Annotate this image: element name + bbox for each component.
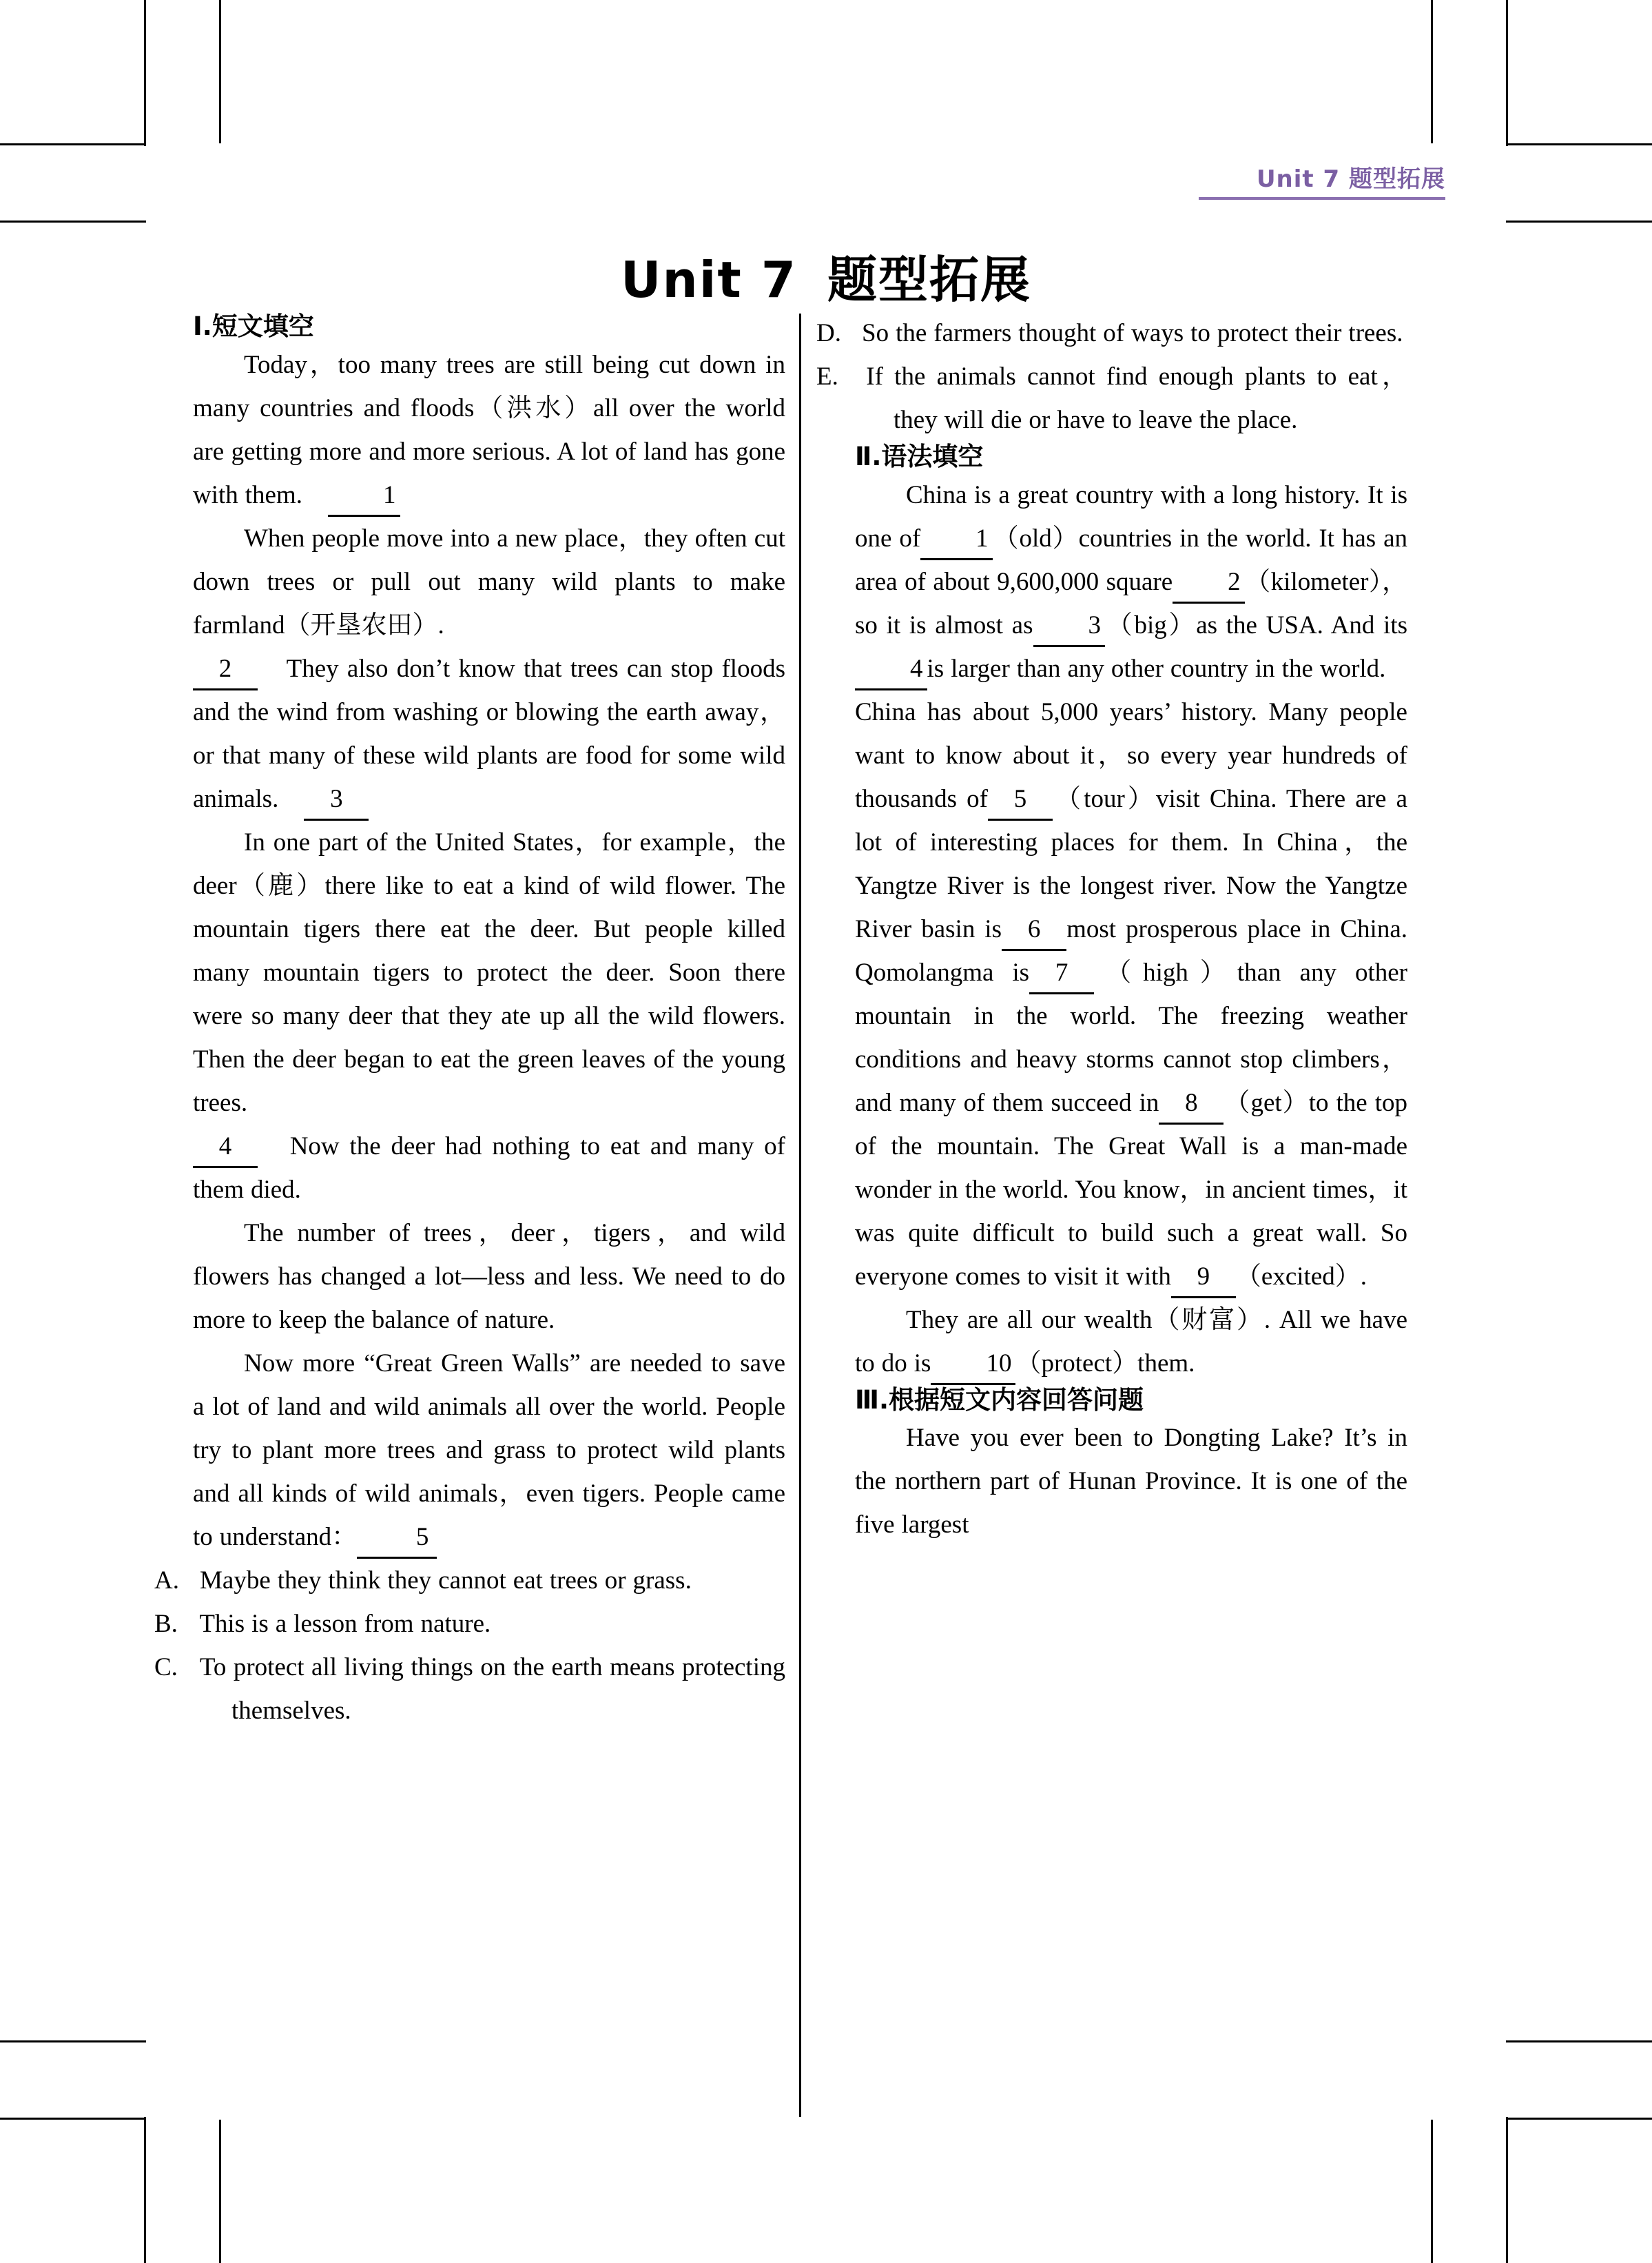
paragraph-1 xyxy=(193,343,785,517)
paragraph-6 xyxy=(193,1211,785,1342)
section-heading-3: Ⅲ.根据短文内容回答问题 xyxy=(855,1384,1144,1415)
grammar-run-text-2: （old）countries in the world. It has an area of about 9,600,000 square xyxy=(855,524,1408,596)
grammar2-run-text-6: （excited）. xyxy=(1235,1262,1367,1291)
blank-g10: 10 xyxy=(931,1344,1015,1385)
crop-mark-top-left xyxy=(0,0,172,234)
paragraph-6-text: The number of trees，deer，tigers，and wild flowers has changed a lot—less and less. We need to do more to keep the balance of nature. xyxy=(193,1218,785,1334)
paragraph-2-text: When people move into a new place，they often cut down trees or pull out many wild plants to make farmland（开垦农田）. xyxy=(193,524,785,639)
paragraph-2 xyxy=(193,517,785,647)
option-e-text: If the animals cannot find enough plants to eat，they will die or have to leave the place. xyxy=(866,362,1407,434)
blank-1: 1 xyxy=(328,476,400,517)
grammar3-run-text-2: （protect）them. xyxy=(1015,1349,1195,1378)
blank-g6: 6 xyxy=(1002,910,1066,951)
grammar-run-text-1: China is a great country with a long history. It is one of xyxy=(855,480,1407,553)
option-b-text: This is a lesson from nature. xyxy=(199,1609,491,1638)
column-right xyxy=(801,311,1407,2117)
option-c-text: To protect all living things on the earth means protecting themselves. xyxy=(199,1652,785,1725)
page-title-unit: Unit 7 xyxy=(621,251,797,309)
option-e: E. If the animals cannot find enough plants to eat，they will die or have to leave the place. xyxy=(816,362,1407,434)
paragraph-4-text: In one part of the United States，for example，the deer（鹿）there like to eat a kind of wild flower. The mountain tigers there eat the deer. But people killed many mountain tigers to protect the deer. Soon there were so many deer that they ate up all the wild flowers. Then the deer began to eat the green leaves of the young trees. xyxy=(193,828,785,1117)
grammar2-run-text-1: China has about 5,000 years’ history. Many people want to know about it，so every year hundreds of thousands of xyxy=(855,697,1407,813)
reading-paragraph-1: Have you ever been to Dongting Lake? It’s in the northern part of Hunan Province. It is one of the five largest xyxy=(855,1424,1407,1539)
blank-g4: 4 xyxy=(855,650,927,690)
grammar-paragraph-1 xyxy=(855,473,1407,690)
grammar2-run-text-3: most prosperous place in China. Qomolangma is xyxy=(855,914,1407,987)
crop-mark-bottom-left xyxy=(0,2029,172,2263)
paragraph-7 xyxy=(193,1342,785,1559)
grammar-run-text-5: is larger than any other country in the world. xyxy=(927,654,1386,683)
grammar-paragraph-3 xyxy=(855,1298,1407,1385)
paragraph-7-text: Now more “Great Green Walls” are needed to save a lot of land and wild animals all over the world. People try to plant more trees and grass to protect wild plants and all kinds of wild animals，even tigers. People came to understand： xyxy=(193,1349,785,1551)
grammar2-run-text-4: （high）than any other mountain in the world. The freezing weather conditions and heavy storms cannot stop climbers，and many of them succeed in xyxy=(855,958,1407,1117)
option-b: B. This is a lesson from nature. xyxy=(154,1609,491,1638)
blank-4: 4 xyxy=(193,1127,258,1168)
running-header-text: Unit 7 题型拓展 xyxy=(1256,165,1445,193)
blank-g8: 8 xyxy=(1159,1084,1223,1125)
grammar2-run-text-2: （tour）visit China. There are a lot of interesting places for them. In China，the Yangtze River is the longest river. Now the Yangtze River basin is xyxy=(855,784,1407,943)
option-d: D. So the farmers thought of ways to protect their trees. xyxy=(816,319,1403,347)
blank-g3: 3 xyxy=(1033,606,1106,647)
running-header xyxy=(1199,160,1445,200)
paragraph-3-text: They also don’t know that trees can stop floods and the wind from washing or blowing the earth away，or that many of these wild plants are food for some wild animals. xyxy=(193,654,785,813)
blank-g9: 9 xyxy=(1171,1258,1236,1298)
blank-3: 3 xyxy=(304,780,369,821)
blank-g2: 2 xyxy=(1173,563,1245,604)
blank-g7: 7 xyxy=(1029,954,1094,994)
grammar3-run-text-1: They are all our wealth（财富）. All we have to do is xyxy=(855,1305,1407,1378)
page-title xyxy=(0,240,1652,311)
paragraph-1-text: Today，too many trees are still being cut down in many countries and floods（洪水）all over the world are getting more and more serious. A lot of land has gone with them. xyxy=(193,350,785,509)
blank-2: 2 xyxy=(193,650,258,690)
option-c: C. To protect all living things on the earth means protecting themselves. xyxy=(154,1652,785,1725)
section-heading-1: Ⅰ.短文填空 xyxy=(193,311,314,341)
document-body xyxy=(154,311,1460,2117)
grammar-run-text-3: （kilometer），so it is almost as xyxy=(855,567,1407,639)
crop-mark-bottom-right xyxy=(1480,2029,1652,2263)
section-heading-2: Ⅱ.语法填空 xyxy=(855,442,984,471)
grammar-paragraph-2 xyxy=(855,690,1407,1298)
blank-g5: 5 xyxy=(988,780,1053,821)
blank-5: 5 xyxy=(357,1518,437,1559)
paragraph-3 xyxy=(193,647,785,821)
option-a: A. Maybe they think they cannot eat trees or grass. xyxy=(154,1566,692,1595)
crop-mark-top-right xyxy=(1480,0,1652,234)
column-left xyxy=(154,311,799,2117)
running-header-rule xyxy=(1199,197,1445,200)
option-a-text: Maybe they think they cannot eat trees or grass. xyxy=(200,1566,692,1595)
option-d-text: So the farmers thought of ways to protect their trees. xyxy=(862,319,1403,347)
page-title-chinese: 题型拓展 xyxy=(827,251,1031,309)
grammar2-run-text-5: （get）to the top of the mountain. The Great Wall is a man-made wonder in the world. You know，in ancient times，it was quite difficult to build such a great wall. So everyone comes to visit it with xyxy=(855,1088,1407,1291)
paragraph-5 xyxy=(193,1125,785,1211)
blank-g1: 1 xyxy=(920,520,993,560)
paragraph-5-text: Now the deer had nothing to eat and many of them died. xyxy=(193,1132,785,1204)
paragraph-4 xyxy=(193,821,785,1125)
grammar-run-text-4: （big）as the USA. And its xyxy=(1105,611,1407,639)
